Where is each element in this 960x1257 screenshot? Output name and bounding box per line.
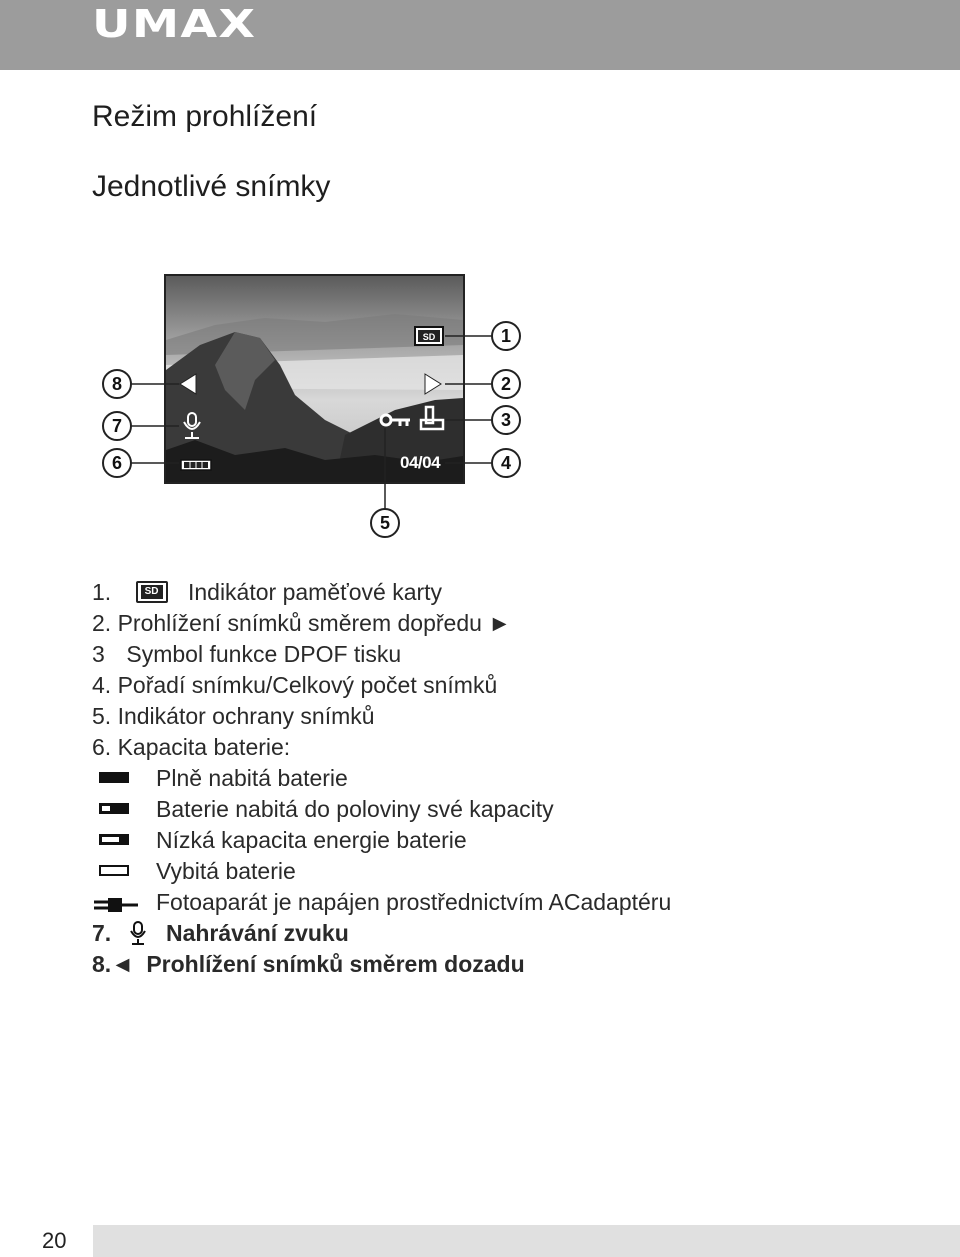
- list-item: 7. Nahrávání zvuku: [92, 920, 349, 946]
- battery-low-row: Nízká kapacita energie baterie: [92, 825, 467, 855]
- battery-half-icon: [98, 802, 132, 816]
- page-number: 20: [42, 1228, 67, 1253]
- sd-card-icon: SD: [136, 581, 168, 603]
- ac-adapter-icon: [94, 894, 138, 914]
- list-item: 5. Indikátor ochrany snímků: [92, 703, 375, 729]
- microphone-icon: [128, 921, 148, 945]
- list-item: 1. SD Indikátor paměťové karty: [92, 579, 443, 605]
- list-item: 8.◄ Prohlížení snímků směrem dozadu: [92, 951, 525, 977]
- callout-7: 7: [111, 416, 122, 436]
- umax-logo: UMAX: [92, 2, 257, 46]
- footer-bar: [93, 1225, 960, 1257]
- battery-half-row: Baterie nabitá do poloviny své kapacity: [92, 794, 554, 824]
- section-title: Jednotlivé snímky: [92, 170, 331, 203]
- battery-ac-row: Fotoaparát je napájen prostřednictvím ACadaptéru: [92, 887, 671, 917]
- list-item: 4. Pořadí snímku/Celkový počet snímků: [92, 672, 498, 698]
- sd-label: SD: [422, 332, 436, 342]
- header-bar: [0, 0, 960, 70]
- list-item: 2. Prohlížení snímků směrem dopředu ►: [92, 610, 512, 636]
- page-title: Režim prohlížení: [92, 100, 318, 133]
- callout-6: 6: [111, 453, 122, 473]
- battery-empty-icon: [98, 864, 132, 878]
- list-item: 3 Symbol funkce DPOF tisku: [92, 641, 402, 667]
- frame-counter: 04/04: [400, 453, 441, 472]
- callout-2: 2: [500, 374, 511, 394]
- callout-1: 1: [500, 326, 511, 346]
- battery-low-icon: [98, 833, 132, 847]
- battery-empty-row: Vybitá baterie: [92, 856, 296, 886]
- lcd-illustration: [95, 270, 535, 550]
- battery-full-row: Plně nabitá baterie: [92, 763, 348, 793]
- callout-3: 3: [500, 410, 511, 430]
- callout-5: 5: [379, 513, 390, 533]
- battery-icon: [181, 460, 211, 470]
- callout-4: 4: [500, 453, 511, 473]
- lcd-figure: [95, 270, 535, 550]
- callout-8: 8: [111, 374, 122, 394]
- list-item: 6. Kapacita baterie:: [92, 734, 291, 760]
- battery-full-icon: [98, 771, 132, 785]
